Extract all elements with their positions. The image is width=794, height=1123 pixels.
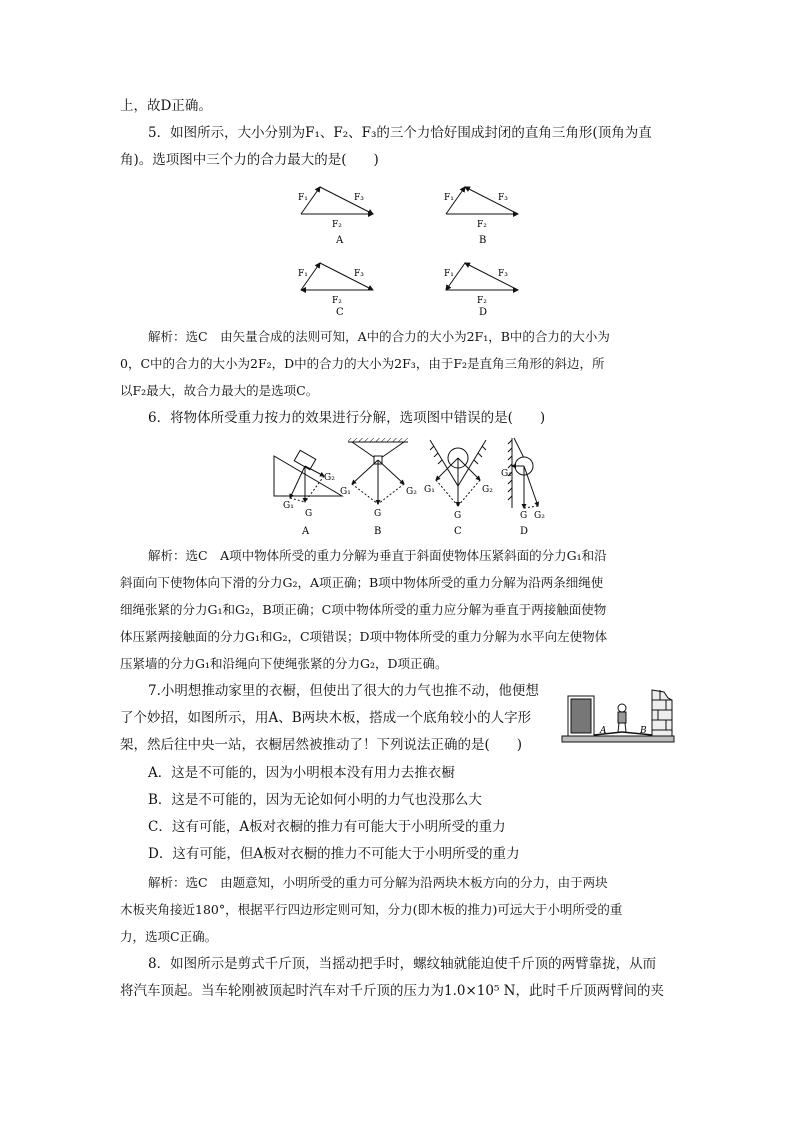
question-7-text: 架，然后往中央一站，衣橱居然被推动了！下列说法正确的是( )	[120, 737, 523, 753]
force-label: G₁	[501, 469, 512, 479]
force-label: G₂	[482, 485, 493, 495]
solution-7-text: 力，选项C正确。	[120, 929, 218, 944]
force-label: G₂	[324, 473, 335, 483]
question-5-figure	[290, 180, 550, 320]
force-label: G	[520, 511, 528, 521]
force-label: G	[454, 511, 462, 521]
force-label: F₁	[298, 269, 308, 279]
force-label: F₃	[354, 269, 364, 279]
figure-6-option-d	[508, 438, 538, 508]
figure-6-option-c	[430, 440, 486, 506]
solution-6-text: 解析：选C A项中物体所受的重力分解为垂直于斜面使物体压紧斜面的分力G₁和沿	[148, 548, 607, 563]
question-7-figure	[560, 686, 676, 748]
solution-7-text: 解析：选C 由题意知，小明所受的重力可分解为沿两块木板方向的分力，由于两块	[148, 875, 608, 890]
force-label: G₁	[424, 485, 435, 495]
question-6-figure	[268, 436, 568, 544]
force-label: F₃	[498, 269, 508, 279]
figure-6-option-b	[348, 438, 408, 504]
figure-label: C	[336, 307, 344, 318]
question-7-text: 了个妙招，如图所示，用A、B两块木板，搭成一个底角较小的人字形	[120, 710, 532, 726]
solution-6-text: 斜面向下使物体向下滑的分力G₂，A项正确；B项中物体所受的重力分解为沿两条细绳使	[120, 575, 604, 590]
force-label: F₁	[444, 269, 454, 279]
solution-7-text: 木板夹角接近180°，根据平行四边形定则可知，分力(即木板的推力)可远大于小明所受的重	[120, 902, 623, 917]
solution-6-text: 体压紧两接触面的分力G₁和G₂，C项错误；D项中物体所受的重力分解为水平向左使物体	[120, 629, 608, 644]
figure-label: A	[302, 526, 310, 537]
option-d: D．这有可能，但A板对衣橱的推力不可能大于小明所受的重力	[148, 846, 520, 862]
figure-label: A	[336, 235, 344, 246]
force-label: G₂	[534, 511, 545, 521]
question-5-text: 5．如图所示，大小分别为F₁、F₂、F₃的三个力恰好围成封闭的直角三角形(顶角为直	[148, 125, 652, 141]
force-label: G	[305, 509, 313, 519]
figure-label: B	[374, 526, 382, 537]
solution-5-text: 以F₂最大，故合力最大的是选项C。	[120, 383, 319, 398]
option-c: C．这有可能，A板对衣橱的推力有可能大于小明所受的重力	[148, 819, 506, 835]
question-7-text: 7.小明想推动家里的衣橱，但使出了很大的力气也推不动，他便想	[148, 683, 539, 699]
board-label-b: B	[640, 726, 647, 736]
force-label: F₁	[298, 193, 308, 203]
solution-5-text: 解析：选C 由矢量合成的法则可知，A中的合力的大小为2F₁，B中的合力的大小为	[148, 329, 610, 344]
force-label: F₃	[498, 193, 508, 203]
option-a: A．这是不可能的，因为小明根本没有用力去推衣橱	[148, 765, 455, 781]
figure-label: D	[479, 307, 488, 318]
force-label: F₂	[332, 220, 342, 230]
question-8-text: 将汽车顶起。当车轮刚被顶起时汽车对千斤顶的压力为1.0×10⁵ N，此时千斤顶两臂间的夹	[120, 983, 664, 999]
force-label: G₁	[340, 487, 351, 497]
force-label: F₂	[477, 220, 487, 230]
force-label: G	[374, 509, 382, 519]
figure-label: B	[479, 235, 487, 246]
force-label: G₂	[406, 487, 417, 497]
solution-6-text: 压紧墙的分力G₁和沿绳向下使绳张紧的分力G₂，D项正确。	[120, 656, 448, 671]
question-8-text: 8．如图所示是剪式千斤顶，当摇动把手时，螺纹轴就能迫使千斤顶的两臂靠拢，从而	[148, 956, 657, 972]
option-b: B．这是不可能的，因为无论如何小明的力气也没那么大	[148, 792, 482, 808]
force-label: F₂	[477, 296, 487, 306]
force-label: F₂	[332, 296, 342, 306]
force-label: F₃	[354, 193, 364, 203]
force-label: F₁	[444, 193, 454, 203]
question-5-text: 角)。选项图中三个力的合力最大的是( )	[120, 152, 379, 168]
text-line: 上，故D正确。	[120, 98, 212, 114]
question-6-text: 6．将物体所受重力按力的效果进行分解，选项图中错误的是( )	[148, 410, 546, 426]
solution-5-text: 0，C中的合力的大小为2F₂，D中的合力的大小为2F₃，由于F₂是直角三角形的斜边，所	[120, 356, 605, 371]
force-label: G₁	[283, 501, 294, 511]
solution-6-text: 细绳张紧的分力G₁和G₂，B项正确；C项中物体所受的重力应分解为垂直于两接触面使物	[120, 602, 607, 617]
figure-label: C	[454, 526, 462, 537]
figure-label: D	[520, 526, 529, 537]
board-label-a: A	[600, 726, 607, 736]
